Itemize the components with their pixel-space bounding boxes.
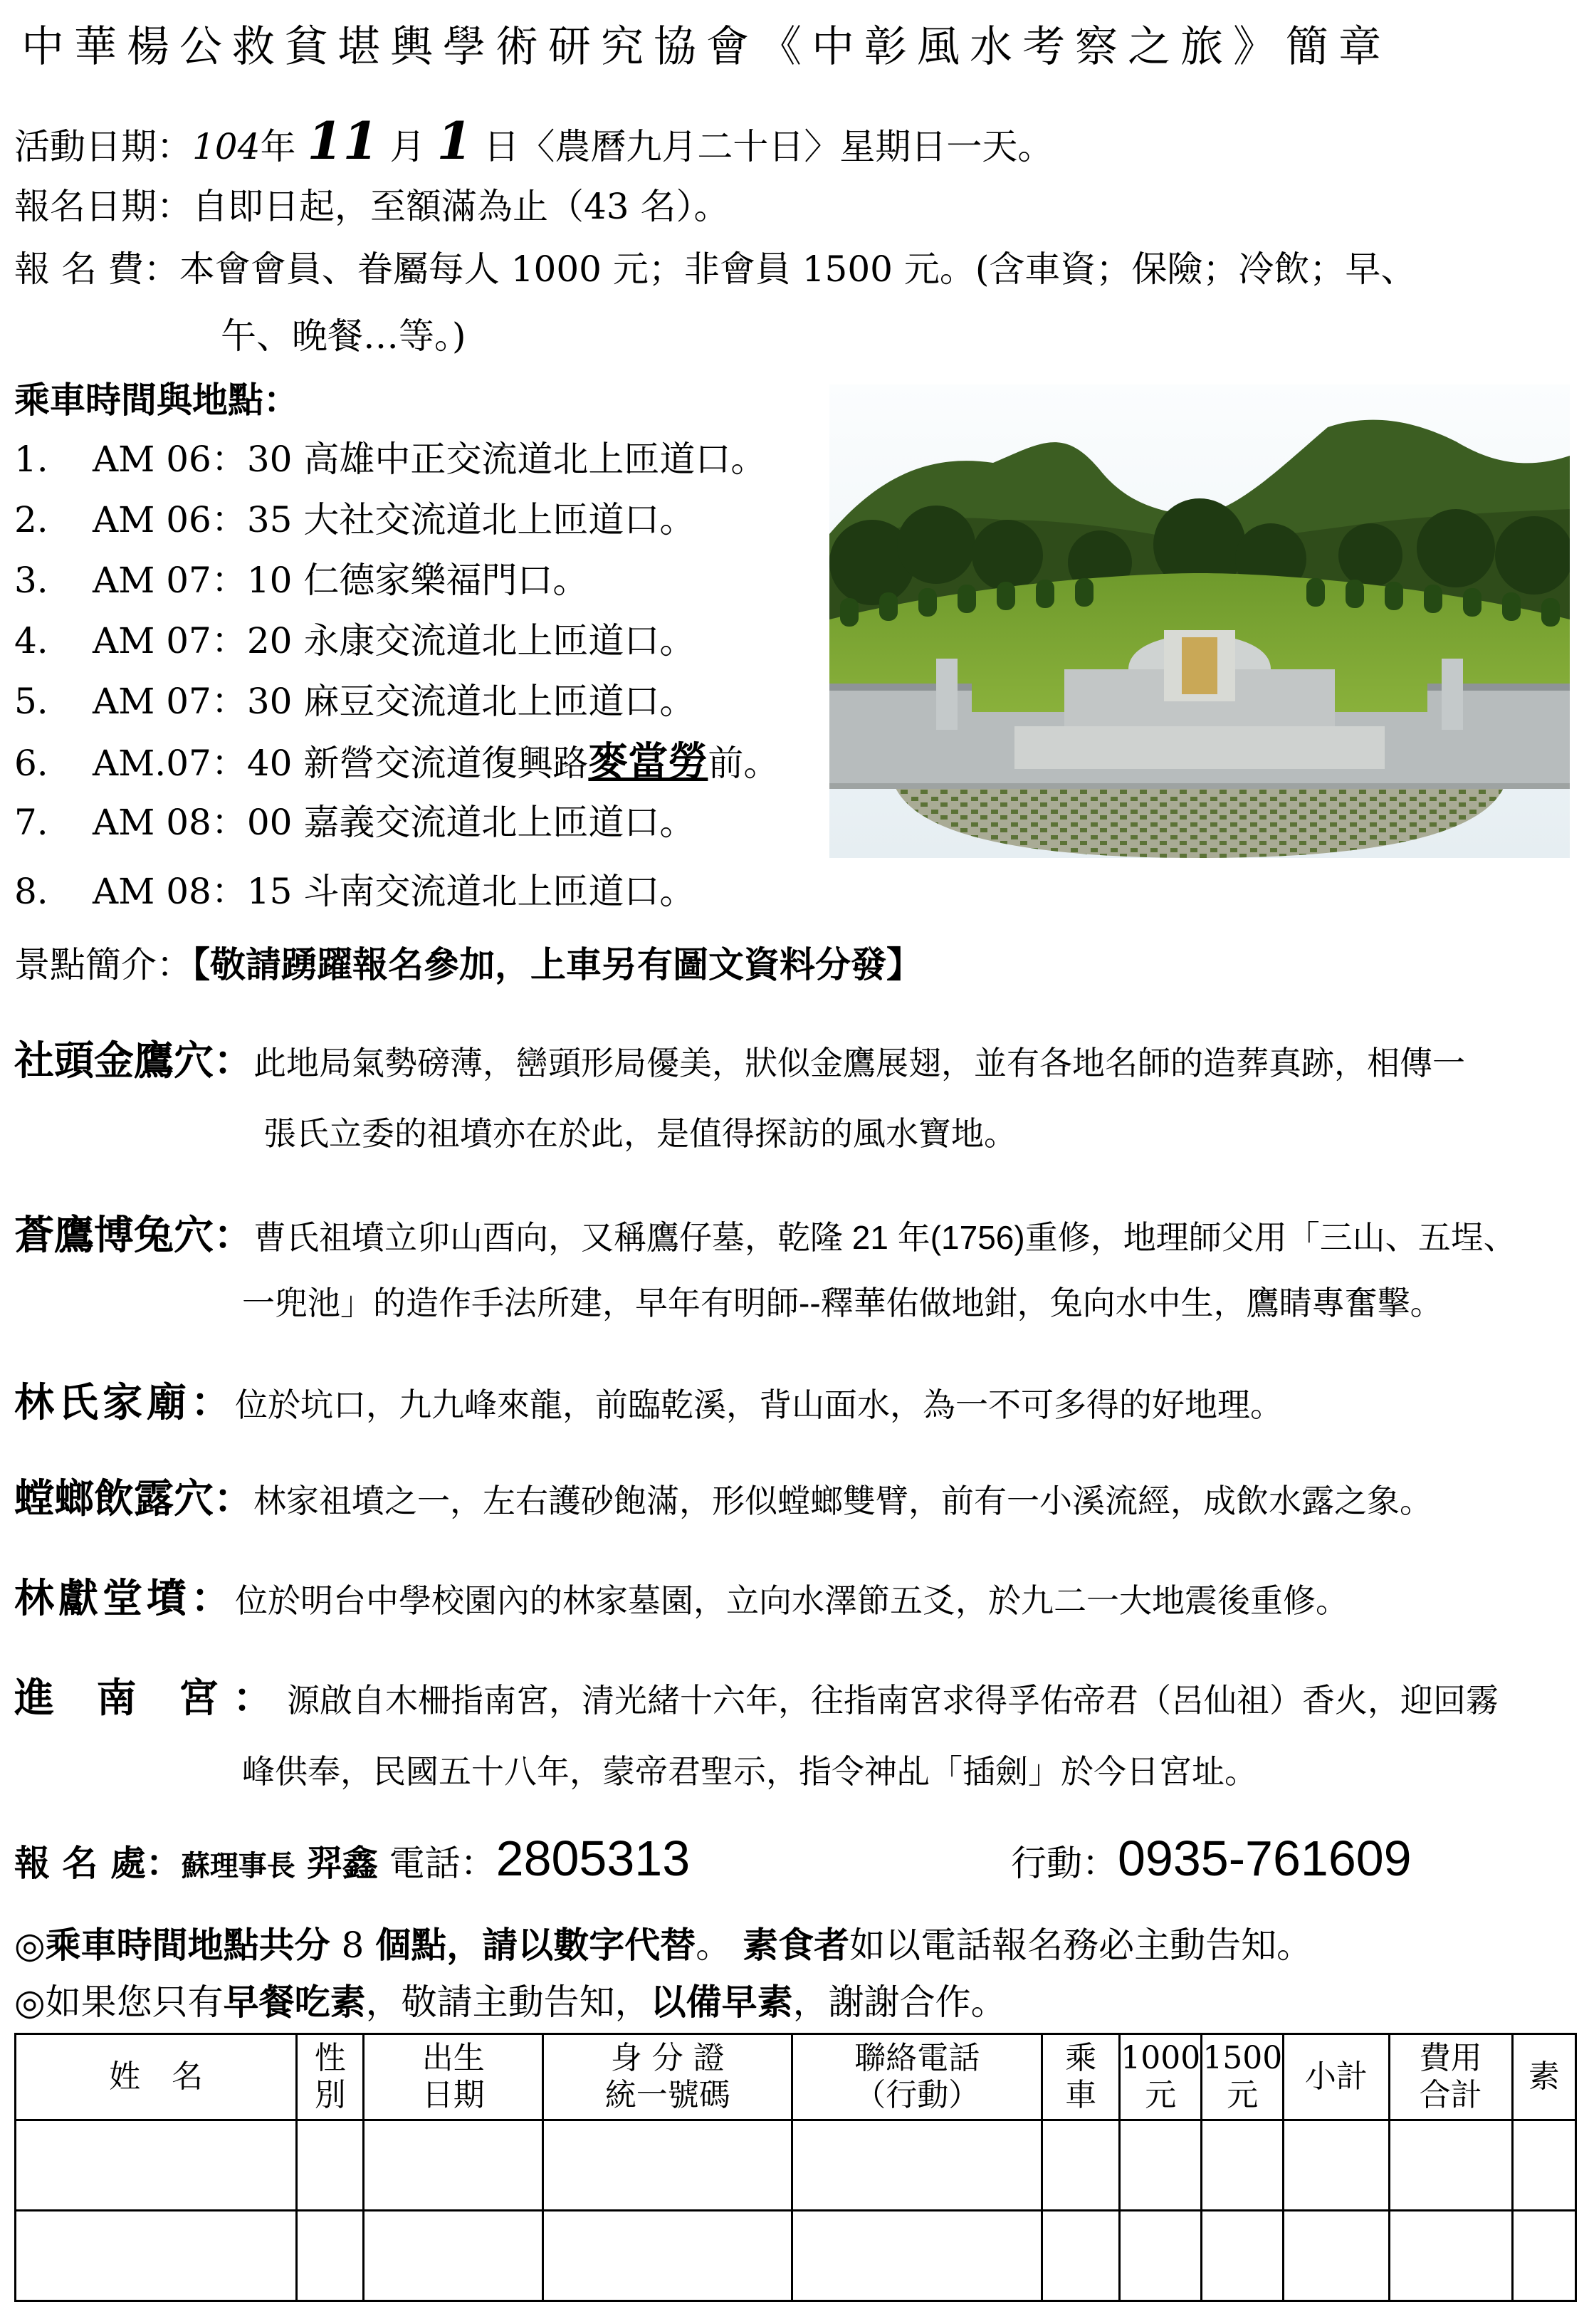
header-phone: 聯絡電話 （行動）: [792, 2034, 1042, 2120]
fee-label: 報 名 費：: [14, 248, 179, 290]
signup-date: 報名日期：自即日起，至額滿為止（43 名）。: [14, 186, 730, 227]
route-num: 4.: [14, 620, 48, 661]
route-place: 斗南交流道北上匝道口。: [303, 871, 696, 912]
site-desc-cont: 張氏立委的祖墳亦在於此，是值得探訪的風水寶地。: [263, 1115, 1017, 1152]
header-birthdate: 出生 日期: [364, 2034, 543, 2120]
cell[interactable]: [543, 2120, 792, 2211]
site-name: 社頭金鷹穴：: [14, 1037, 253, 1084]
cell[interactable]: [1042, 2211, 1120, 2301]
cell[interactable]: [297, 2211, 364, 2301]
note-text: 。: [696, 1925, 732, 1966]
route-time: AM 07：20: [93, 620, 293, 661]
cell[interactable]: [1389, 2211, 1512, 2301]
route-item: [14, 438, 766, 481]
route-time: AM 08：00: [93, 802, 293, 843]
route-num: 2.: [14, 499, 48, 540]
cell[interactable]: [543, 2211, 792, 2301]
route-place: 大社交流道北上匝道口。: [303, 499, 696, 540]
cell[interactable]: [1202, 2211, 1284, 2301]
activity-date: [14, 110, 1054, 171]
cell[interactable]: [1284, 2211, 1389, 2301]
registration: [14, 1830, 690, 1895]
activity-month-unit: 月: [389, 126, 426, 167]
note-bold: 素食者: [743, 1925, 850, 1966]
intro-line: [14, 943, 922, 986]
site-item: [14, 1477, 1432, 1522]
header-id-number: 身 分 證 統一號碼: [543, 2034, 792, 2120]
reg-phone: 2805313: [495, 1831, 691, 1886]
route-place: 永康交流道北上匝道口。: [303, 620, 696, 661]
note-text: ◎如果您只有: [14, 1982, 224, 2023]
cell[interactable]: [792, 2211, 1042, 2301]
route-time: AM 07：10: [93, 560, 293, 601]
site-name: 蒼鷹博兔穴：: [14, 1212, 253, 1259]
fee-line1: [14, 248, 1416, 290]
fee-line2: 午、晚餐…等。): [221, 315, 466, 357]
site-desc: 此地局氣勢磅薄，巒頭形局優美，狀似金鷹展翅，並有各地名師的造葬真跡，相傳一: [253, 1045, 1465, 1082]
cell[interactable]: [1120, 2120, 1202, 2211]
site-item: [14, 1677, 1499, 1722]
route-time: AM 06：35: [93, 499, 293, 540]
activity-month: 11: [307, 110, 379, 171]
cell[interactable]: [1042, 2120, 1120, 2211]
note-bold: 以備早素: [650, 1982, 793, 2023]
route-item: [14, 801, 695, 844]
header-name: 姓 名: [16, 2034, 297, 2120]
registration-form-table: [14, 2033, 1577, 2302]
route-time: AM.07：40: [93, 743, 293, 784]
cell[interactable]: [364, 2211, 543, 2301]
route-place: 嘉義交流道北上匝道口。: [303, 802, 696, 843]
site-desc: 林家祖墳之一，左右護砂飽滿，形似螳螂雙臂，前有一小溪流經，成飲水露之象。: [253, 1482, 1432, 1519]
header-total: 費用 合計: [1389, 2034, 1512, 2120]
note-bold: 個點，請以數字代替: [375, 1925, 696, 1966]
route-item: [14, 619, 695, 662]
site-name: 林氏家廟：: [14, 1379, 235, 1426]
reg-mobile: 0935-761609: [1118, 1831, 1412, 1886]
header-subtotal: 小計: [1284, 2034, 1389, 2120]
note-1: [14, 1924, 1312, 1967]
route-num: 5.: [14, 681, 48, 722]
header-gender: 性 別: [297, 2034, 364, 2120]
cell[interactable]: [1512, 2120, 1575, 2211]
header-vegetarian: 素: [1512, 2034, 1575, 2120]
site-item: [14, 1214, 1516, 1259]
cell[interactable]: [297, 2120, 364, 2211]
activity-rest: 〈農曆九月二十日〉星期日一天。: [519, 126, 1054, 167]
cell[interactable]: [1202, 2120, 1284, 2211]
cell[interactable]: [1120, 2211, 1202, 2301]
reg-person-name: 羿鑫: [306, 1843, 378, 1884]
site-item: [14, 1381, 1283, 1426]
activity-day: 1: [436, 110, 473, 171]
site-name: 進 南 宮：: [14, 1675, 287, 1722]
table-row: [16, 2211, 1576, 2301]
route-item: [14, 498, 695, 541]
site-item: [14, 1037, 1465, 1084]
cell[interactable]: [1389, 2120, 1512, 2211]
fee-text1: 本會會員、眷屬每人 1000 元；非會員 1500 元。(含車資；保險；冷飲；早、: [179, 248, 1417, 290]
activity-day-unit: 日: [483, 126, 520, 167]
note-mark: ◎: [14, 1925, 46, 1966]
site-name: 林獻堂墳：: [14, 1575, 235, 1622]
site-desc-cont: 一兜池」的造作手法所建，早年有明師--釋華佑做地鉗，兔向水中生，鷹睛專奮擊。: [242, 1284, 1443, 1321]
site-desc: 位於明台中學校園內的林家墓園，立向水澤節五爻，於九二一大地震後重修。: [235, 1582, 1348, 1619]
route-place: 高雄中正交流道北上匝道口。: [303, 439, 767, 480]
route-num: 1.: [14, 439, 48, 480]
cell[interactable]: [16, 2211, 297, 2301]
activity-year: 104: [192, 126, 261, 167]
registration-mobile: [1011, 1830, 1412, 1892]
cell[interactable]: [792, 2120, 1042, 2211]
intro-label: 景點簡介：: [14, 944, 192, 985]
site-desc: 源啟自木柵指南宮，清光緒十六年，往指南宮求得孚佑帝君（呂仙祖）香火，迎回霧: [287, 1682, 1499, 1719]
cell[interactable]: [364, 2120, 543, 2211]
route-time: AM 07：30: [93, 681, 293, 722]
cell[interactable]: [1284, 2120, 1389, 2211]
tomb-photo: [829, 384, 1570, 858]
cell[interactable]: [1512, 2211, 1575, 2301]
table-header-row: [16, 2034, 1576, 2120]
header-boarding: 乘 車: [1042, 2034, 1120, 2120]
site-desc-cont: 峰供奉，民國五十八年，蒙帝君聖示，指令神乩「插劍」於今日宮址。: [242, 1753, 1257, 1790]
page-title: 中華楊公救貧堪輿學術研究協會《中彰風水考察之旅》簡章: [21, 22, 1391, 72]
note-text: ，謝謝合作。: [792, 1982, 1007, 2023]
route-place: 仁德家樂福門口。: [303, 560, 589, 601]
site-item: [14, 1577, 1348, 1622]
cell[interactable]: [16, 2120, 297, 2211]
site-desc: 位於坑口，九九峰來龍，前臨乾溪，背山面水，為一不可多得的好地理。: [235, 1386, 1283, 1423]
route-num: 7.: [14, 802, 48, 843]
route-item: [14, 740, 779, 785]
note-2: [14, 1981, 1007, 2024]
route-num: 3.: [14, 560, 48, 601]
note-text: ，敬請主動告知，: [365, 1982, 651, 2023]
reg-label: 報 名 處：: [14, 1843, 182, 1884]
route-time: AM 06：30: [93, 439, 293, 480]
route-num: 6.: [14, 743, 48, 784]
note-bold: 乘車時間地點共分: [45, 1925, 330, 1966]
route-num: 8.: [14, 871, 48, 912]
route-place: 新營交流道復興路: [303, 743, 589, 784]
route-place-end: 前。: [708, 743, 780, 784]
route-item: [14, 680, 695, 723]
note-text: 8: [341, 1925, 365, 1966]
boarding-heading: 乘車時間與地點：: [14, 380, 299, 421]
note-bold: 早餐吃素: [223, 1982, 366, 2023]
table-row: [16, 2120, 1576, 2211]
route-item: [14, 870, 695, 913]
reg-person-title: 蘇理事長: [181, 1850, 295, 1883]
activity-year-unit: 年: [260, 126, 296, 167]
route-landmark: 麥當勞: [588, 738, 708, 785]
note-text: 如以電話報名務必主動告知。: [849, 1925, 1313, 1966]
intro-note: 【敬請踴躍報名參加，上車另有圖文資料分發】: [192, 944, 922, 985]
route-time: AM 08：15: [93, 871, 293, 912]
site-name: 螳螂飲露穴：: [14, 1475, 253, 1522]
reg-phone-label: 電話：: [389, 1843, 496, 1884]
route-place: 麻豆交流道北上匝道口。: [303, 681, 696, 722]
reg-mobile-label: 行動：: [1011, 1843, 1118, 1884]
activity-label: 活動日期：: [14, 126, 192, 167]
route-item: [14, 559, 588, 602]
header-1000: 1000 元: [1120, 2034, 1202, 2120]
header-1500: 1500 元: [1202, 2034, 1284, 2120]
site-desc: 曹氏祖墳立卯山酉向，又稱鷹仔墓，乾隆 21 年(1756)重修，地理師父用「三山、五埕、: [253, 1219, 1516, 1256]
